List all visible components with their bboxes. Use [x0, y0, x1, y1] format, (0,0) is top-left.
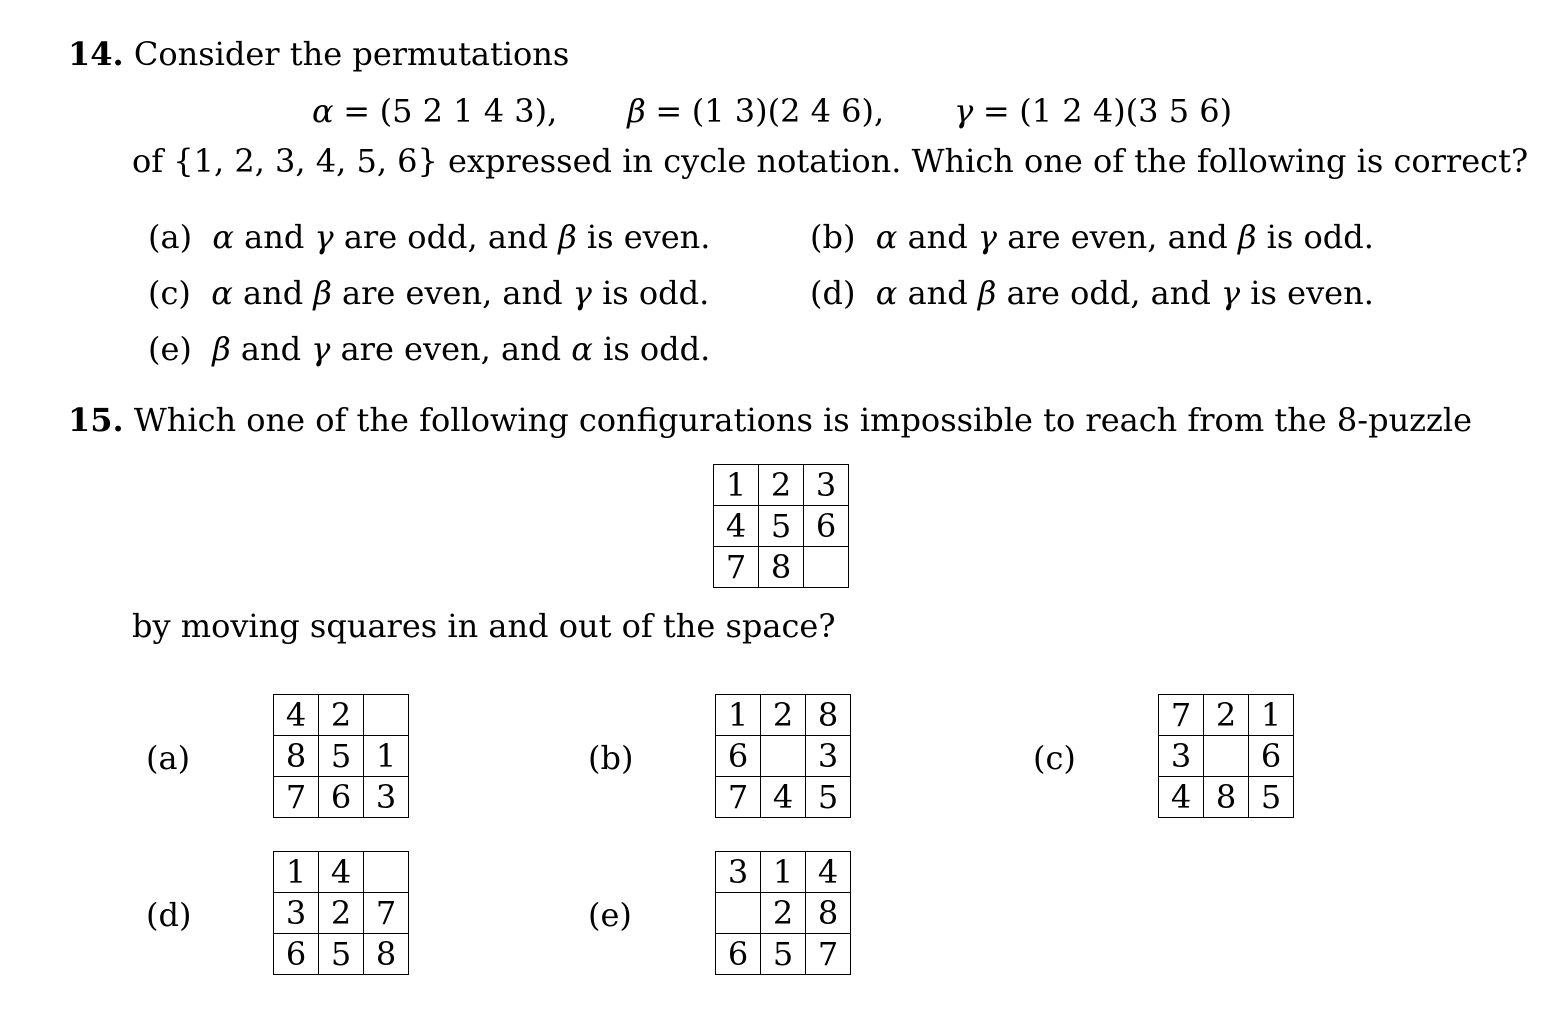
perm-beta-eq: =: [655, 92, 683, 130]
grid-cell: 2: [1204, 695, 1249, 736]
grid-cell: 8: [274, 736, 319, 777]
grid-cell: 2: [761, 695, 806, 736]
grid-cell: 8: [806, 893, 851, 934]
q15-number: 15: [68, 401, 113, 439]
option-text: are odd, and: [333, 218, 559, 256]
grid-cell: 7: [1159, 695, 1204, 736]
option-symbol: α: [875, 218, 898, 256]
option-a-grid: [273, 694, 409, 818]
grid-cell: 5: [761, 934, 806, 975]
grid-cell: 2: [761, 893, 806, 934]
option-symbol: β: [977, 274, 997, 312]
grid-cell: 8: [364, 934, 409, 975]
grid-cell: [804, 547, 849, 588]
grid-cell: 6: [274, 934, 319, 975]
option-label: (b): [810, 218, 856, 256]
grid-cell: 3: [806, 736, 851, 777]
q14-number: 14: [68, 35, 113, 73]
q15-heading: 15. Which one of the following configurations is impossible to reach from the 8-puzzle: [68, 401, 1473, 439]
option-text: and: [232, 274, 314, 312]
option-text: are even, and: [330, 330, 572, 368]
option-c-grid: [1158, 694, 1294, 818]
option-label: (e): [148, 330, 192, 368]
grid-cell: 6: [716, 934, 761, 975]
grid-cell: 1: [714, 465, 759, 506]
grid-cell: 4: [806, 852, 851, 893]
grid-cell: 4: [274, 695, 319, 736]
option-symbol: γ: [977, 218, 998, 256]
grid-cell: 5: [759, 506, 804, 547]
option-text: is odd.: [591, 274, 710, 312]
q15-option-a-label[interactable]: (a): [146, 739, 191, 777]
q14-intro: Consider the permutations: [133, 35, 570, 73]
grid-cell: 3: [804, 465, 849, 506]
q14-question: of {1, 2, 3, 4, 5, 6} expressed in cycle notation. Which one of the following is correct?: [132, 142, 1529, 180]
q14-option-b[interactable]: [810, 217, 1374, 257]
option-text: are even, and: [997, 218, 1238, 256]
option-text: is even.: [1240, 274, 1374, 312]
option-symbol: α: [212, 218, 234, 256]
q14-option-e[interactable]: [148, 329, 710, 369]
option-d-grid: [273, 851, 409, 975]
option-text: and: [897, 218, 978, 256]
perm-beta-symbol: β: [627, 92, 646, 130]
grid-cell: [1204, 736, 1249, 777]
perm-gamma-symbol: γ: [954, 92, 974, 130]
grid-cell: 7: [364, 893, 409, 934]
q14-heading: 14. Consider the permutations: [68, 35, 570, 73]
option-text: and: [234, 218, 315, 256]
grid-cell: 4: [714, 506, 759, 547]
option-b-grid: [715, 694, 851, 818]
grid-cell: [364, 852, 409, 893]
perm-beta-value: (1 3)(2 4 6),: [691, 92, 885, 130]
option-text: is even.: [576, 218, 711, 256]
option-text: and: [230, 330, 312, 368]
option-symbol: β: [558, 218, 577, 256]
grid-cell: 6: [1249, 736, 1294, 777]
perm-gamma-eq: =: [982, 92, 1010, 130]
option-symbol: α: [875, 274, 898, 312]
q15-option-c-label[interactable]: (c): [1033, 739, 1076, 777]
grid-cell: 1: [716, 695, 761, 736]
perm-alpha-eq: =: [343, 92, 371, 130]
grid-cell: 5: [806, 777, 851, 818]
option-text: are odd, and: [996, 274, 1221, 312]
q15-after-text: by moving squares in and out of the space?: [132, 607, 836, 645]
perm-alpha-value: (5 2 1 4 3),: [379, 92, 558, 130]
grid-cell: 6: [319, 777, 364, 818]
grid-cell: 3: [716, 852, 761, 893]
grid-cell: 4: [319, 852, 364, 893]
grid-cell: 1: [274, 852, 319, 893]
option-symbol: β: [313, 274, 332, 312]
option-text: is odd.: [1256, 218, 1374, 256]
q14-option-d[interactable]: [810, 273, 1374, 313]
q15-option-b-label[interactable]: (b): [588, 739, 634, 777]
grid-cell: 7: [716, 777, 761, 818]
perm-gamma-value: (1 2 4)(3 5 6): [1019, 92, 1233, 130]
grid-cell: 7: [274, 777, 319, 818]
grid-cell: 2: [759, 465, 804, 506]
option-label: (a): [148, 218, 193, 256]
q14-permutations: [312, 91, 1232, 131]
option-symbol: α: [211, 274, 233, 312]
grid-cell: 3: [1159, 736, 1204, 777]
grid-cell: 7: [806, 934, 851, 975]
q15-option-e-label[interactable]: (e): [588, 896, 632, 934]
grid-cell: 1: [761, 852, 806, 893]
grid-cell: 8: [806, 695, 851, 736]
grid-cell: 6: [804, 506, 849, 547]
option-label: (d): [810, 274, 856, 312]
option-label: (c): [148, 274, 191, 312]
grid-cell: 8: [759, 547, 804, 588]
perm-alpha-symbol: α: [312, 92, 334, 130]
grid-cell: [716, 893, 761, 934]
grid-cell: 3: [364, 777, 409, 818]
q15-option-d-label[interactable]: (d): [146, 896, 192, 934]
grid-cell: 6: [716, 736, 761, 777]
option-symbol: γ: [314, 218, 334, 256]
q14-option-a[interactable]: [148, 217, 710, 257]
option-text: and: [897, 274, 978, 312]
q14-option-c[interactable]: [148, 273, 709, 313]
option-symbol: β: [1237, 218, 1257, 256]
option-e-grid: [715, 851, 851, 975]
option-text: is odd.: [592, 330, 711, 368]
grid-cell: 4: [1159, 777, 1204, 818]
grid-cell: 7: [714, 547, 759, 588]
q15-question: Which one of the following configurations is impossible to reach from the 8-puzzle: [133, 401, 1473, 439]
grid-cell: 1: [1249, 695, 1294, 736]
option-symbol: β: [212, 330, 231, 368]
grid-cell: 5: [319, 934, 364, 975]
grid-cell: 4: [761, 777, 806, 818]
option-symbol: γ: [572, 274, 592, 312]
grid-cell: [364, 695, 409, 736]
grid-cell: 2: [319, 893, 364, 934]
start-grid: [713, 464, 849, 588]
grid-cell: 2: [319, 695, 364, 736]
grid-cell: 5: [1249, 777, 1294, 818]
option-symbol: γ: [1221, 274, 1241, 312]
option-symbol: α: [571, 330, 593, 368]
grid-cell: 8: [1204, 777, 1249, 818]
option-text: are even, and: [331, 274, 573, 312]
option-symbol: γ: [311, 330, 331, 368]
grid-cell: 5: [319, 736, 364, 777]
grid-cell: [761, 736, 806, 777]
grid-cell: 3: [274, 893, 319, 934]
grid-cell: 1: [364, 736, 409, 777]
